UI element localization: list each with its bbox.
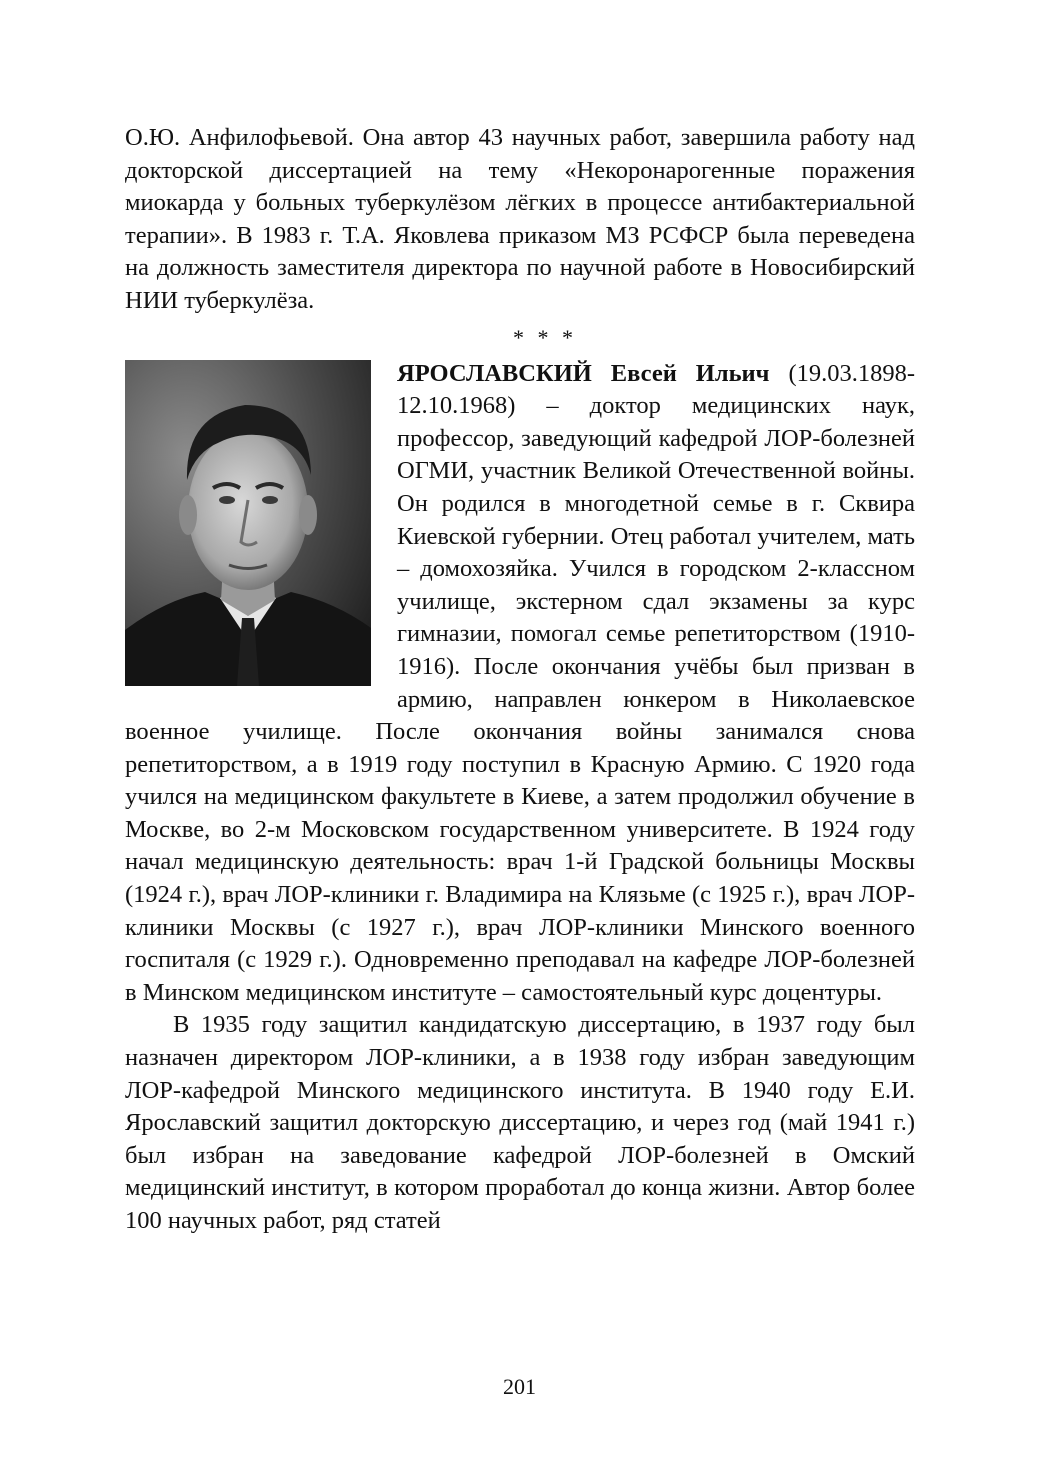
bio-name: ЯРОСЛАВСКИЙ Евсей Ильич — [397, 359, 770, 387]
section-separator: * * * — [513, 324, 577, 350]
page-content — [125, 122, 915, 1238]
intro-paragraph: О.Ю. Анфилофьевой. Она автор 43 научных работ, завершила работу над докторской диссертацией на тему «Некоронарогенные поражения миокарда у больных туберкулёзом лёгких в процессе антибактериальной терапии». В 1983 г. Т.А. Яковлева приказом МЗ РСФСР была переведена на должность заместителя директора по научной работе в Новосибирский НИИ туберкулёза. — [125, 124, 915, 314]
page-number: 201 — [503, 1374, 536, 1399]
bio-paragraph-2: В 1935 году защитил кандидатскую диссертацию, в 1937 году был назначен директором ЛОР-клиники, а в 1938 году избран заведующим ЛОР-кафедрой Минского медицинского института. В 1940 году Е.И. Ярославский защитил докторскую диссертацию, и через год (май 1941 г.) был избран на заведование кафедрой ЛОР-болезней в Омский медицинский институт, в котором проработал до конца жизни. Автор более 100 научных работ, ряд статей — [125, 1011, 915, 1234]
bio-paragraph-1-text: (19.03.1898-12.10.1968) – доктор медицинских наук, профессор, заведующий кафедрой ЛОР-болезней ОГМИ, участник Великой Отечественной войны. Он родился в многодетной семье в г. Сквира Киевской губернии. Отец работал учителем, мать – домохозяйка. Учился в городском 2-классном училище, экстерном сдал экзамены за курс гимназии, помогал семье репетиторством (1910-1916). После окончания учёбы был призван в армию, направлен юнкером в Николаевское военное училище. После окончания войны занимался снова репетиторством, а в 1919 году поступил в Красную Армию. С 1920 года учился на медицинском факультете в Киеве, а затем продолжил обучение в Москве, во 2-м Московском государственном университете. В 1924 году начал медицинскую деятельность: врач 1-й Градской больницы Москвы (1924 г.), врач ЛОР-клиники г. Владимира на Клязьме (с 1925 г.), врач ЛОР-клиники Москвы (с 1927 г.), врач ЛОР-клиники Минского военного госпиталя (с 1929 г.). Одновременно преподавал на кафедре ЛОР-болезней в Минском медицинском институте – самостоятельный курс доцентуры. — [125, 359, 916, 1006]
portrait-photo — [125, 360, 371, 686]
portrait-image — [125, 360, 371, 686]
